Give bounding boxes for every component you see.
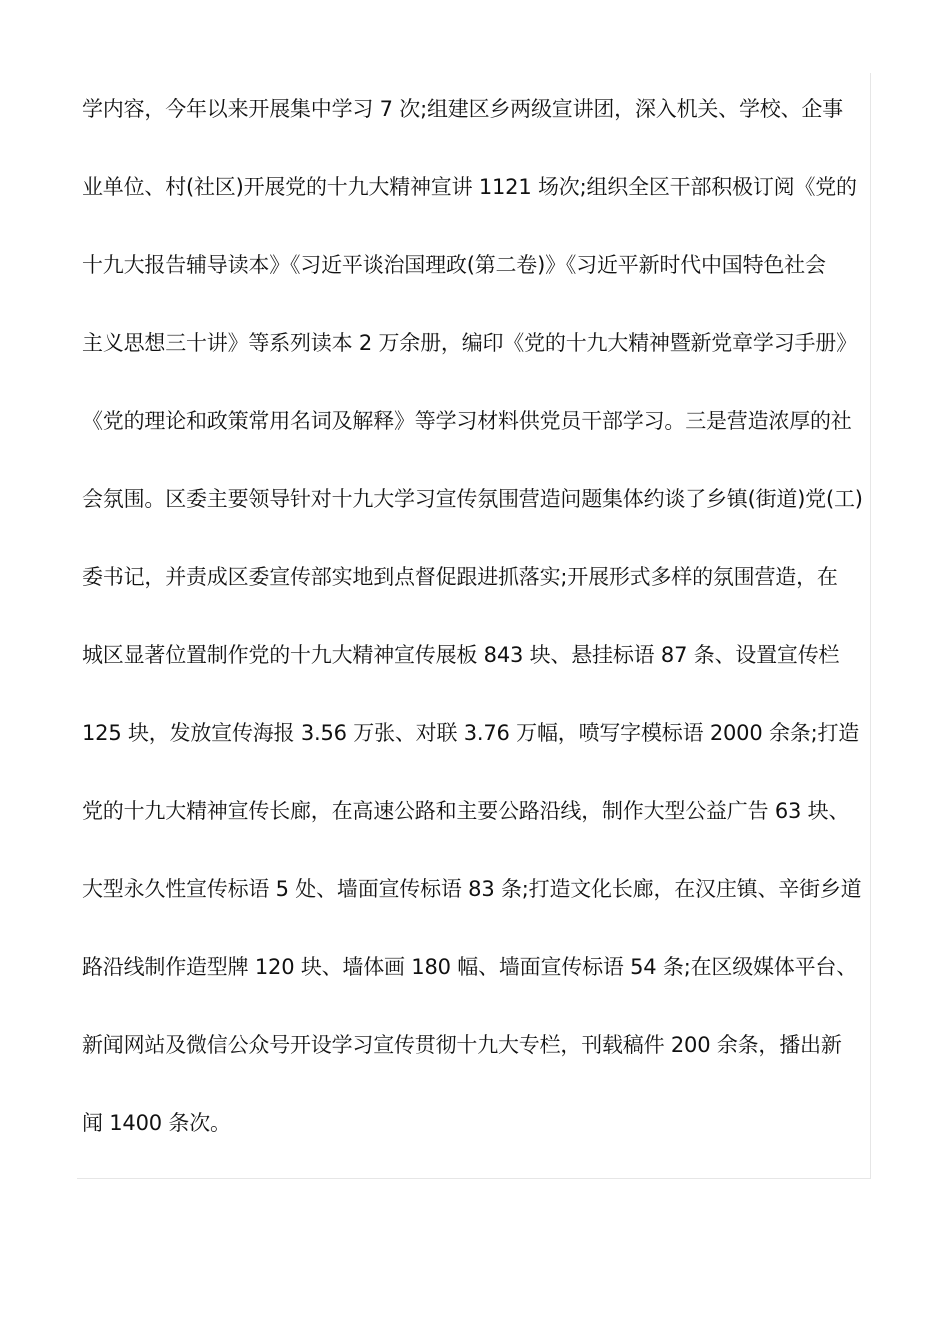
text-line: 十九大报告辅导读本》《习近平谈治国理政(第二卷)》《习近平新时代中国特色社会 (82, 253, 826, 277)
text-line: 主义思想三十讲》等系列读本 2 万余册，编印《党的十九大精神暨新党章学习手册》 (82, 331, 857, 355)
text-line: 大型永久性宣传标语 5 处、墙面宣传标语 83 条;打造文化长廊，在汉庄镇、辛街乡道 (82, 877, 862, 901)
text-line: 委书记，并责成区委宣传部实地到点督促跟进抓落实;开展形式多样的氛围营造，在 (82, 565, 838, 589)
document-body (82, 89, 874, 1181)
text-line: 学内容，今年以来开展集中学习 7 次;组建区乡两级宣讲团，深入机关、学校、企事 (82, 97, 843, 121)
text-line: 125 块，发放宣传海报 3.56 万张、对联 3.76 万幅，喷写字模标语 2000 余条;打造 (82, 721, 860, 745)
text-line: 党的十九大精神宣传长廊，在高速公路和主要公路沿线，制作大型公益广告 63 块、 (82, 799, 850, 823)
text-line: 新闻网站及微信公众号开设学习宣传贯彻十九大专栏，刊载稿件 200 余条，播出新 (82, 1033, 842, 1057)
text-line: 城区显著位置制作党的十九大精神宣传展板 843 块、悬挂标语 87 条、设置宣传栏 (82, 643, 840, 667)
text-line: 路沿线制作造型牌 120 块、墙体画 180 幅、墙面宣传标语 54 条;在区级媒体平台、 (82, 955, 858, 979)
text-line: 闻 1400 条次。 (82, 1111, 231, 1135)
text-line: 会氛围。区委主要领导针对十九大学习宣传氛围营造问题集体约谈了乡镇(街道)党(工) (82, 487, 863, 511)
text-line: 《党的理论和政策常用名词及解释》等学习材料供党员干部学习。三是营造浓厚的社 (82, 409, 852, 433)
text-line: 业单位、村(社区)开展党的十九大精神宣讲 1121 场次;组织全区干部积极订阅《党的 (82, 175, 857, 199)
